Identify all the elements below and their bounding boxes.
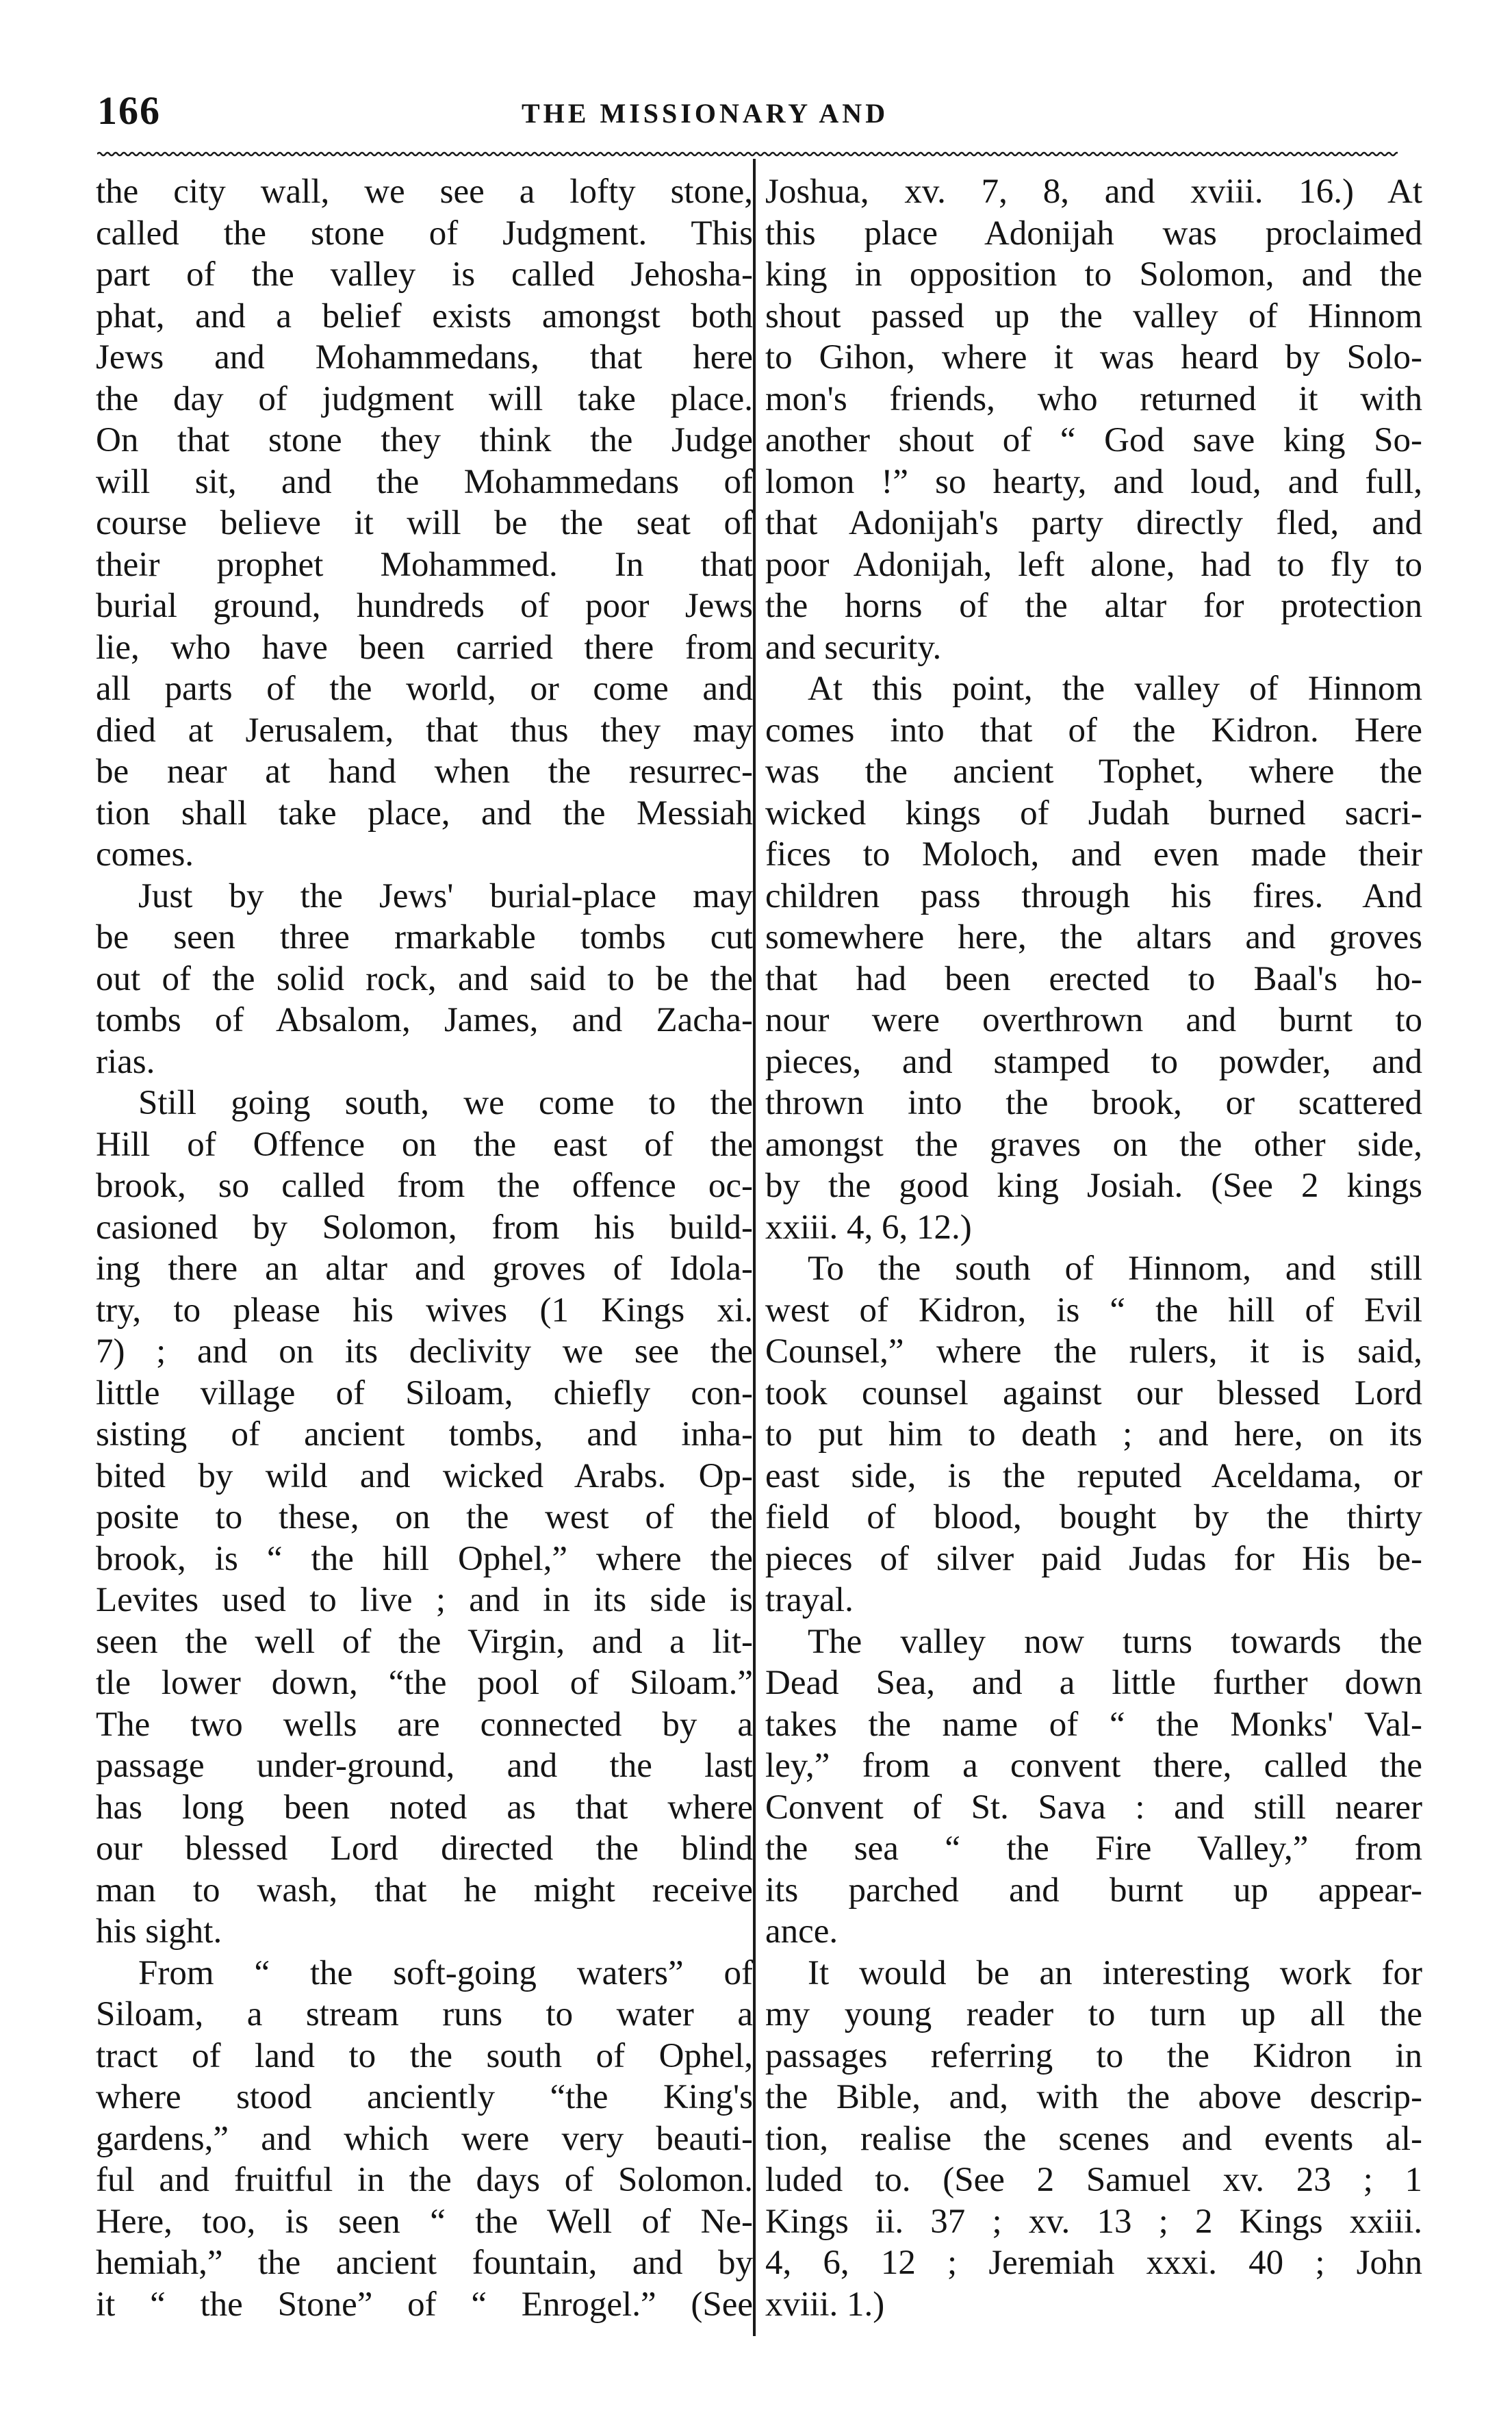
text-line: has long been noted as that where	[96, 1788, 753, 1827]
text-line: the horns of the altar for protection	[765, 587, 1422, 625]
text-line: casioned by Solomon, from his build-	[96, 1208, 753, 1247]
right-text-column	[765, 171, 1422, 2325]
text-line: tle lower down, “the pool of Siloam.”	[96, 1664, 753, 1702]
text-line: will sit, and the Mohammedans of	[96, 462, 753, 501]
text-line: Here, too, is seen “ the Well of Ne-	[96, 2202, 753, 2241]
text-line: wicked kings of Judah burned sacri-	[765, 794, 1422, 833]
text-line: bited by wild and wicked Arabs. Op-	[96, 1456, 753, 1495]
text-line: Just by the Jews' burial-place may	[138, 876, 753, 915]
text-line: called the stone of Judgment. This	[96, 214, 753, 253]
text-line: mon's friends, who returned it with	[765, 379, 1422, 418]
text-line: out of the solid rock, and said to be the	[96, 959, 753, 998]
text-line: field of blood, bought by the thirty	[765, 1498, 1422, 1536]
text-line: man to wash, that he might receive	[96, 1871, 753, 1910]
page-number: 166	[97, 88, 161, 133]
text-line: part of the valley is called Jehosha-	[96, 255, 753, 294]
text-line: rias.	[96, 1042, 155, 1081]
text-line: tion, realise the scenes and events al-	[765, 2119, 1422, 2158]
text-line: phat, and a belief exists amongst both	[96, 296, 753, 335]
text-line: Joshua, xv. 7, 8, and xviii. 16.) At	[765, 173, 1422, 211]
text-line: The two wells are connected by a	[96, 1705, 753, 1744]
text-line: To the south of Hinnom, and still	[808, 1250, 1422, 1288]
text-line: this place Adonijah was proclaimed	[765, 214, 1422, 253]
text-line: lie, who have been carried there from	[96, 628, 753, 667]
text-line: Kings ii. 37 ; xv. 13 ; 2 Kings xxiii.	[765, 2202, 1422, 2241]
text-line: the Bible, and, with the above descrip-	[765, 2078, 1422, 2116]
text-line: ful and fruitful in the days of Solomon.	[96, 2161, 753, 2199]
text-line: Convent of St. Sava : and still nearer	[765, 1788, 1422, 1827]
text-line: Jews and Mohammedans, that here	[96, 338, 753, 377]
text-line: Levites used to live ; and in its side is	[96, 1581, 753, 1619]
text-line: burial ground, hundreds of poor Jews	[96, 587, 753, 625]
text-line: The valley now turns towards the	[808, 1622, 1422, 1661]
text-line: to Gihon, where it was heard by Solo-	[765, 338, 1422, 377]
text-line: that Adonijah's party directly fled, and	[765, 504, 1422, 542]
text-line: 7) ; and on its declivity we see the	[96, 1332, 753, 1371]
text-line: Siloam, a stream runs to water a	[96, 1995, 753, 2033]
text-line: brook, is “ the hill Ophel,” where the	[96, 1539, 753, 1578]
text-line: try, to please his wives (1 Kings xi.	[96, 1291, 753, 1330]
text-line: lomon !” so hearty, and loud, and full,	[765, 462, 1422, 501]
text-line: the day of judgment will take place.	[96, 379, 753, 418]
text-line: xviii. 1.)	[765, 2285, 885, 2324]
text-line: that had been erected to Baal's ho-	[765, 959, 1422, 998]
text-line: nour were overthrown and burnt to	[765, 1001, 1422, 1039]
text-line: seen the well of the Virgin, and a lit-	[96, 1622, 753, 1661]
text-line: fices to Moloch, and even made their	[765, 835, 1422, 874]
running-head: THE MISSIONARY AND	[522, 98, 889, 129]
text-line: trayal.	[765, 1581, 854, 1619]
text-line: our blessed Lord directed the blind	[96, 1829, 753, 1868]
text-line: ance.	[765, 1912, 838, 1951]
text-line: comes.	[96, 835, 194, 874]
text-line: On that stone they think the Judge	[96, 421, 753, 459]
text-line: passages referring to the Kidron in	[765, 2036, 1422, 2075]
page-header	[97, 88, 1398, 142]
text-line: king in opposition to Solomon, and the	[765, 255, 1422, 294]
text-line: to put him to death ; and here, on its	[765, 1415, 1422, 1454]
text-line: takes the name of “ the Monks' Val-	[765, 1705, 1422, 1744]
text-line: Dead Sea, and a little further down	[765, 1664, 1422, 1702]
text-line: sisting of ancient tombs, and inha-	[96, 1415, 753, 1454]
text-line: It would be an interesting work for	[808, 1953, 1422, 1992]
text-line: another shout of “ God save king So-	[765, 421, 1422, 459]
text-line: the city wall, we see a lofty stone,	[96, 173, 753, 211]
text-line: children pass through his fires. And	[765, 876, 1422, 915]
text-line: pieces of silver paid Judas for His be-	[765, 1539, 1422, 1578]
text-line: somewhere here, the altars and groves	[765, 918, 1422, 956]
text-line: Still going south, we come to the	[138, 1084, 753, 1122]
text-line: xxiii. 4, 6, 12.)	[765, 1208, 972, 1247]
text-line: tract of land to the south of Ophel,	[96, 2036, 753, 2075]
text-line: hemiah,” the ancient fountain, and by	[96, 2244, 753, 2282]
text-line: its parched and burnt up appear-	[765, 1871, 1422, 1910]
text-line: ing there an altar and groves of Idola-	[96, 1250, 753, 1288]
text-line: course believe it will be the seat of	[96, 504, 753, 542]
text-line: all parts of the world, or come and	[96, 670, 753, 708]
text-line: took counsel against our blessed Lord	[765, 1373, 1422, 1412]
text-line: it “ the Stone” of “ Enrogel.” (See	[96, 2285, 753, 2324]
text-line: 4, 6, 12 ; Jeremiah xxxi. 40 ; John	[765, 2244, 1422, 2282]
text-line: the sea “ the Fire Valley,” from	[765, 1829, 1422, 1868]
text-line: where stood anciently “the King's	[96, 2078, 753, 2116]
text-line: luded to. (See 2 Samuel xv. 23 ; 1	[765, 2161, 1422, 2199]
column-divider	[753, 159, 756, 2336]
text-line: tion shall take place, and the Messiah	[96, 794, 753, 833]
text-line: tombs of Absalom, James, and Zacha-	[96, 1001, 753, 1039]
text-line: passage under-ground, and the last	[96, 1747, 753, 1785]
text-line: brook, so called from the offence oc-	[96, 1167, 753, 1205]
text-line: my young reader to turn up all the	[765, 1995, 1422, 2033]
text-line: posite to these, on the west of the	[96, 1498, 753, 1536]
text-line: pieces, and stamped to powder, and	[765, 1042, 1422, 1081]
text-line: From “ the soft-going waters” of	[138, 1953, 753, 1992]
text-line: be near at hand when the resurrec-	[96, 752, 753, 791]
text-line: comes into that of the Kidron. Here	[765, 711, 1422, 750]
text-line: was the ancient Tophet, where the	[765, 752, 1422, 791]
text-line: poor Adonijah, left alone, had to fly to	[765, 545, 1422, 584]
header-wavy-rule	[97, 151, 1398, 157]
text-line: ley,” from a convent there, called the	[765, 1747, 1422, 1785]
text-line: their prophet Mohammed. In that	[96, 545, 753, 584]
text-line: died at Jerusalem, that thus they may	[96, 711, 753, 750]
text-line: Counsel,” where the rulers, it is said,	[765, 1332, 1422, 1371]
text-line: amongst the graves on the other side,	[765, 1125, 1422, 1164]
text-line: west of Kidron, is “ the hill of Evil	[765, 1291, 1422, 1330]
text-line: be seen three rmarkable tombs cut	[96, 918, 753, 956]
text-line: and security.	[765, 628, 942, 667]
text-line: Hill of Offence on the east of the	[96, 1125, 753, 1164]
text-line: little village of Siloam, chiefly con-	[96, 1373, 753, 1412]
text-line: his sight.	[96, 1912, 222, 1951]
text-line: thrown into the brook, or scattered	[765, 1084, 1422, 1122]
text-line: At this point, the valley of Hinnom	[808, 670, 1422, 708]
text-line: by the good king Josiah. (See 2 kings	[765, 1167, 1422, 1205]
text-line: east side, is the reputed Aceldama, or	[765, 1456, 1422, 1495]
left-text-column	[96, 171, 753, 2325]
text-line: gardens,” and which were very beauti-	[96, 2119, 753, 2158]
text-line: shout passed up the valley of Hinnom	[765, 296, 1422, 335]
